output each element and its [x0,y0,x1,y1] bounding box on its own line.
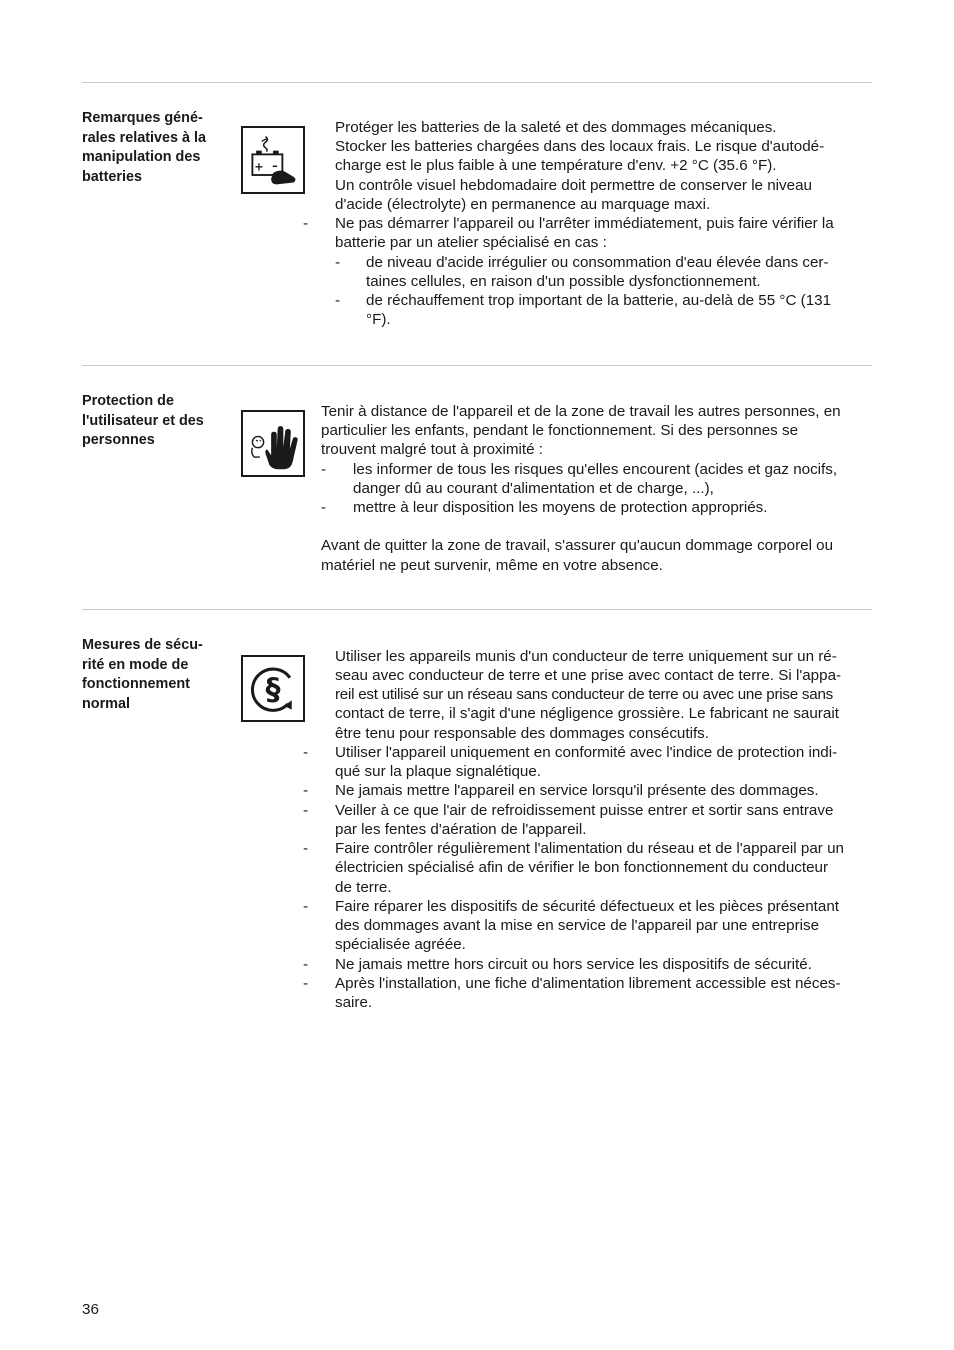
list-item: Utiliser l'appareil uniquement en conformité avec l'indice de protection indi- [335,744,838,761]
paragraph-line: Un contrôle visuel hebdomadaire doit permettre de conserver le niveau [335,177,812,194]
list-bullet: - [303,975,309,992]
paragraph-line: matériel ne peut survenir, même en votre absence. [321,557,663,574]
section-divider-top [82,82,872,83]
list-item: spécialisée agréée. [335,936,466,953]
paragraph-line: Avant de quitter la zone de travail, s'assurer qu'aucun dommage corporel ou [321,537,834,554]
paragraph-line: contact de terre, il s'agit d'une négligence grossière. Le fabricant ne saurait [335,705,839,722]
page-number: 36 [82,1301,99,1318]
list-item: Après l'installation, une fiche d'alimentation librement accessible est néces- [335,975,841,992]
svg-text:§: § [265,672,281,708]
section-heading-safety-measures: Mesures de sécu- rité en mode de fonctionnement normal [82,637,203,712]
sub-list-item: taines cellules, en raison d'un possible dysfonctionnement. [366,273,761,290]
list-item: batterie par un atelier spécialisé en cas : [335,234,607,251]
svg-text:–: – [272,159,278,173]
list-bullet: - [303,840,309,857]
list-item: les informer de tous les risques qu'elles encourent (acides et gaz nocifs, [353,461,838,478]
svg-text:+: + [254,160,264,174]
section-divider-3 [82,609,872,610]
list-bullet: - [321,461,327,478]
section-divider-2 [82,365,872,366]
list-item: des dommages avant la mise en service de l'appareil par une entreprise [335,917,820,934]
paragraph-line: charge est le plus faible à une température d'env. +2 °C (35.6 °F). [335,157,777,174]
sub-list-item: °F). [366,311,391,328]
list-item: Ne pas démarrer l'appareil ou l'arrêter immédiatement, puis faire vérifier la [335,215,834,232]
paragraph-line: reil est utilisé sur un réseau sans conducteur de terre ou avec une prise sans [335,686,834,703]
list-bullet: - [303,744,309,761]
list-item: électricien spécialisé afin de vérifier le bon fonctionnement du conducteur [335,859,829,876]
list-item: par les fentes d'aération de l'appareil. [335,821,587,838]
paragraph-line: trouvent malgré tout à proximité : [321,441,544,458]
list-bullet: - [335,292,341,309]
list-item: de terre. [335,879,392,896]
section-heading-protection: Protection de l'utilisateur et des personnes [82,393,204,448]
list-bullet: - [303,956,309,973]
sub-list-item: de réchauffement trop important de la batterie, au-delà de 55 °C (131 [366,292,832,309]
list-item: Ne jamais mettre l'appareil en service lorsqu'il présente des dommages. [335,782,819,799]
hand-stop-warning-icon [241,410,305,477]
list-item: mettre à leur disposition les moyens de protection appropriés. [353,499,768,516]
paragraph-line: particulier les enfants, pendant le fonctionnement. Si des personnes se [321,422,799,439]
list-item: Ne jamais mettre hors circuit ou hors service les dispositifs de sécurité. [335,956,812,973]
list-bullet: - [303,802,309,819]
paragraph-line: être tenu pour responsable des dommages consécutifs. [335,725,709,742]
list-item: Faire réparer les dispositifs de sécurité défectueux et les pièces présentant [335,898,839,915]
paragraph-line: Utiliser les appareils munis d'un conducteur de terre uniquement sur un ré- [335,648,837,665]
battery-hazard-icon [241,126,305,194]
legal-paragraph-icon [241,655,305,722]
list-bullet: - [303,215,309,232]
list-bullet: - [335,254,341,271]
list-item: saire. [335,994,373,1011]
paragraph-line: Stocker les batteries chargées dans des locaux frais. Le risque d'autodé- [335,138,825,155]
list-bullet: - [303,898,309,915]
list-item: Veiller à ce que l'air de refroidissement puisse entrer et sortir sans entrave [335,802,834,819]
list-item: qué sur la plaque signalétique. [335,763,542,780]
section-heading-batteries: Remarques géné- rales relatives à la manipulation des batteries [82,110,207,185]
paragraph-line: seau avec conducteur de terre et une prise avec contact de terre. Si l'appa- [335,667,842,684]
list-item: danger dû au courant d'alimentation et de charge, ...), [353,480,714,497]
paragraph-line: Protéger les batteries de la saleté et des dommages mécaniques. [335,119,777,136]
sub-list-item: de niveau d'acide irrégulier ou consommation d'eau élevée dans cer- [366,254,829,271]
paragraph-line: Tenir à distance de l'appareil et de la zone de travail les autres personnes, en [321,403,841,420]
paragraph-line: d'acide (électrolyte) en permanence au marquage maxi. [335,196,711,213]
list-bullet: - [303,782,309,799]
list-bullet: - [321,499,327,516]
list-item: Faire contrôler régulièrement l'alimentation du réseau et de l'appareil par un [335,840,844,857]
